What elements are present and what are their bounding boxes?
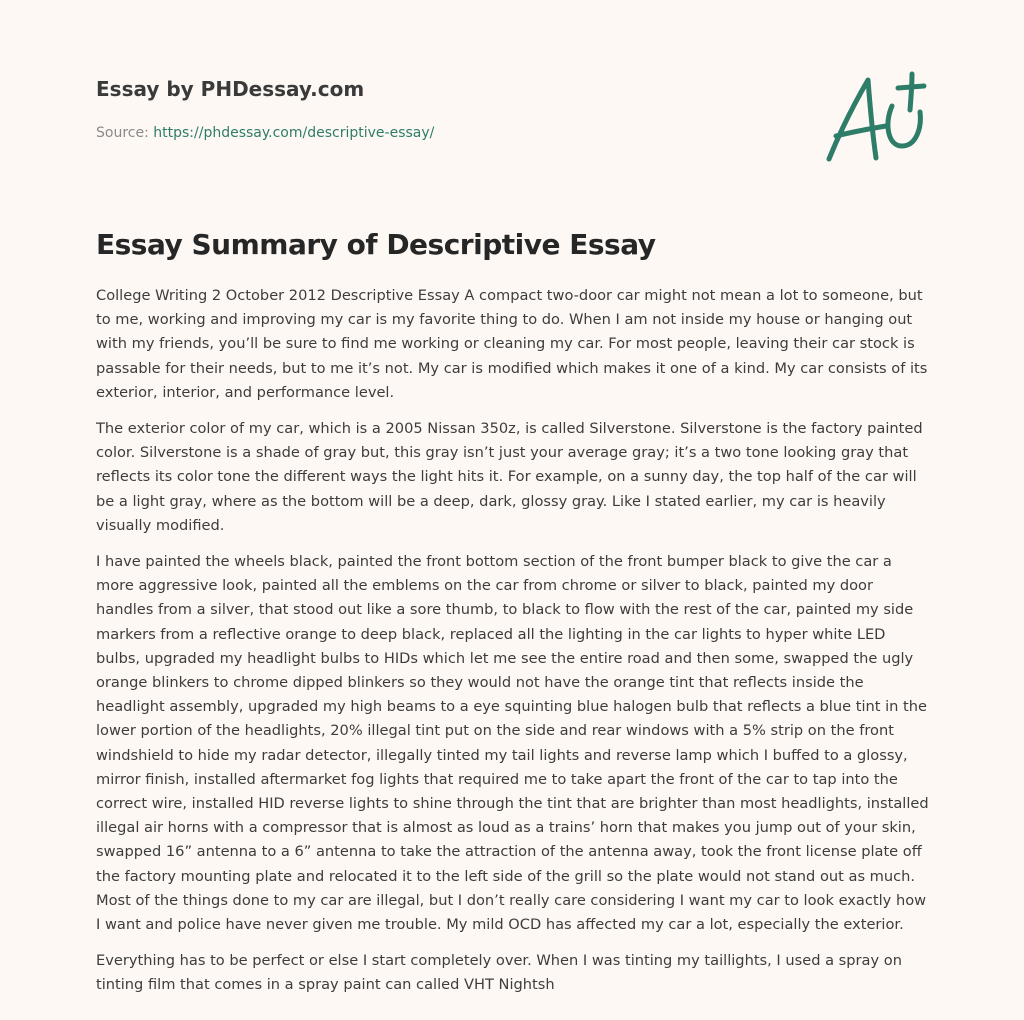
page-title: Essay Summary of Descriptive Essay [96,228,656,261]
a-plus-logo-icon [822,66,934,170]
site-brand: Essay by PHDessay.com [96,77,365,101]
paragraph: The exterior color of my car, which is a 2005 Nissan 350z, is called Silverstone. Silverstone is the factory painted color. Silverstone is a shade of gray but, this gray isn’t just your average gray; it’s a two tone looking gray that reflects its color tone the different ways the light hits it. For example, on a sunny day, the top half of the car will be a light gray, where as the bottom will be a deep, dark, glossy gray. Like I stated earlier, my car is heavily visually modified. [96,420,923,534]
paragraph: College Writing 2 October 2012 Descriptive Essay A compact two-door car might not mean a lot to someone, but to me, working and improving my car is my favorite thing to do. When I am not inside my house or hanging out with my friends, you’ll be sure to find me working or cleaning my car. For most people, leaving their car stock is passable for their needs, but to me it’s not. My car is modified which makes it one of a kind. My car consists of its exterior, interior, and performance level. [96,287,928,401]
source-label: Source: [96,125,154,141]
paragraph: I have painted the wheels black, painted the front bottom section of the front bumper black to give the car a more aggressive look, painted all the emblems on the car from chrome or silver to black, painted my door handles from a silver, that stood out like a sore thumb, to black to flow with the rest of the car, painted my side markers from a reflective orange to deep black, replaced all the lighting in the car lights to hyper white LED bulbs, upgraded my headlight bulbs to HIDs which let me see the entire road and then some, swapped the ugly orange blinkers to chrome dipped blinkers so they would not have the orange tint that reflects inside the headlight assembly, upgraded my high beams to a eye squinting blue halogen bulb that reflects a blue tint in the lower portion of the headlights, 20% illegal tint put on the side and rear windows with a 5% strip on the front windshield to hide my radar detector, illegally tinted my tail lights and reverse lamp which I buffed to a glossy, mirror finish, installed aftermarket fog lights that required me to take apart the front of the car to tap into the correct wire, installed HID reverse lights to shine through the tint that are brighter than most headlights, installed illegal air horns with a compressor that is almost as loud as a trains’ horn that makes you jump out of your skin, swapped 16” antenna to a 6” antenna to take the attraction of the antenna away, took the front license plate off the factory mounting plate and relocated it to the left side of the grill so the plate would not stand out as much. Most of the things done to my car are illegal, but I don’t really care considering I want my car to look exactly how I want and police have never given me trouble. My mild OCD has affected my car a lot, especially the exterior. [96,553,929,934]
site-header [96,74,796,143]
source-line [96,123,796,143]
source-link[interactable]: https://phdessay.com/descriptive-essay/ [153,125,435,141]
essay-body [96,284,934,1010]
paragraph: Everything has to be perfect or else I start completely over. When I was tinting my taillights, I used a spray on tinting film that comes in a spray paint can called VHT Nightsh [96,952,902,994]
